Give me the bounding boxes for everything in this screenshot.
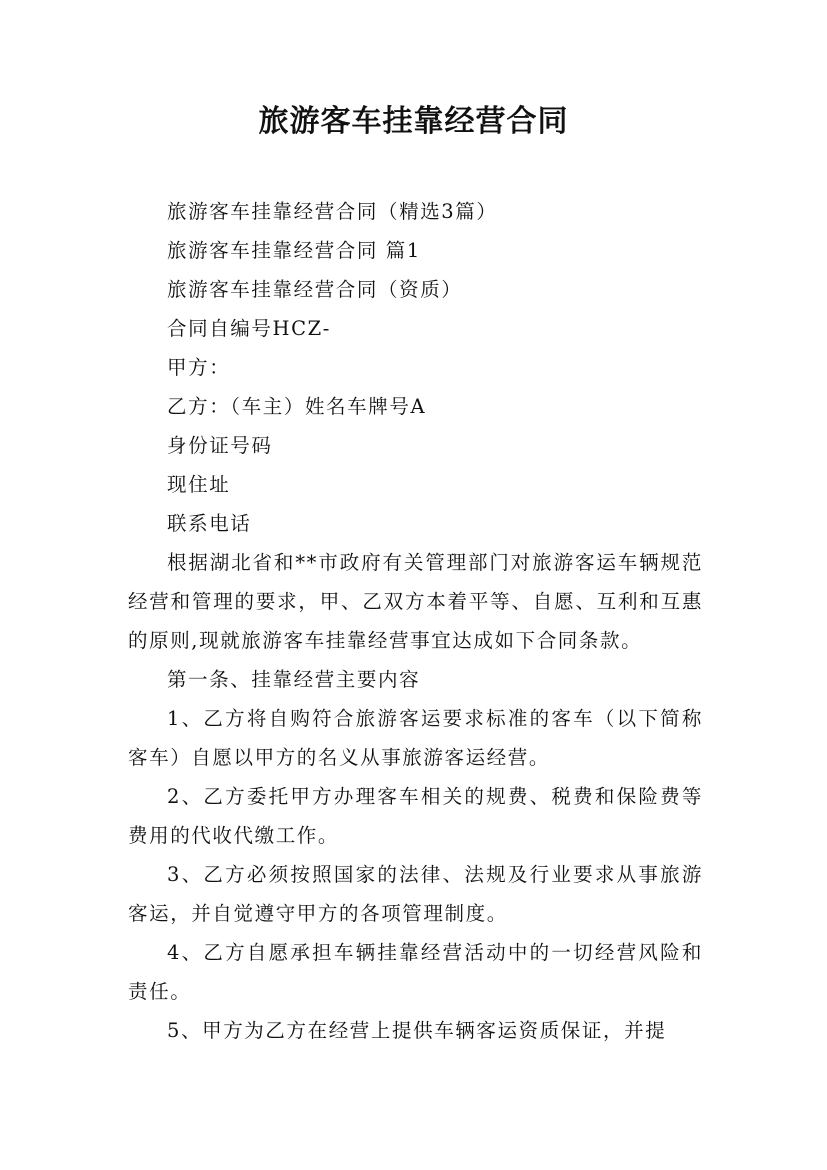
- paragraph-clause-4: 4、乙方自愿承担车辆挂靠经营活动中的一切经营风险和责任。: [128, 941, 703, 1003]
- paragraph-id-number: 身份证号码: [167, 434, 273, 457]
- paragraph-phone: 联系电话: [167, 512, 252, 535]
- document-title: 旅游客车挂靠经营合同: [258, 104, 569, 139]
- paragraph-party-b: 乙方：（车主）姓名车牌号A: [167, 395, 427, 418]
- paragraph-party-a: 甲方：: [167, 356, 231, 379]
- paragraph-article-one: 第一条、挂靠经营主要内容: [167, 668, 421, 691]
- paragraph-preamble: 根据湖北省和**市政府有关管理部门对旅游客运车辆规范经营和管理的要求，甲、乙双方本着平等、自愿、互利和互惠的原则,现就旅游客车挂靠经营事宜达成如下合同条款。: [128, 551, 703, 652]
- paragraph-address: 现住址: [167, 473, 231, 496]
- paragraph-contract-number: 合同自编号HCZ-: [167, 317, 331, 340]
- paragraph-clause-3: 3、乙方必须按照国家的法律、法规及行业要求从事旅游客运，并自觉遵守甲方的各项管理制度。: [128, 863, 703, 925]
- paragraph-contract-type: 旅游客车挂靠经营合同（资质）: [167, 278, 463, 301]
- document-body: [128, 192, 703, 1050]
- paragraph-clause-1: 1、乙方将自购符合旅游客运要求标准的客车（以下简称客车）自愿以甲方的名义从事旅游客运经营。: [128, 707, 703, 769]
- paragraph-clause-2: 2、乙方委托甲方办理客车相关的规费、税费和保险费等费用的代收代缴工作。: [128, 785, 703, 847]
- paragraph-heading-selected: 旅游客车挂靠经营合同（精选3篇）: [167, 200, 498, 223]
- paragraph-section-label: 旅游客车挂靠经营合同 篇1: [167, 239, 421, 262]
- paragraph-clause-5: 5、甲方为乙方在经营上提供车辆客运资质保证，并提: [167, 1019, 667, 1042]
